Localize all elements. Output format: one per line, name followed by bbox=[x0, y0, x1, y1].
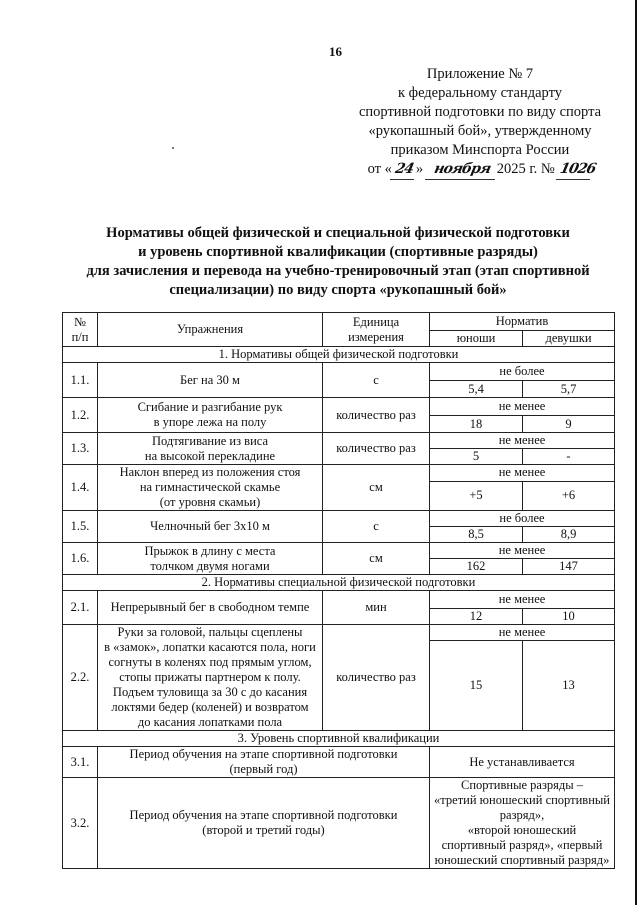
text-line: «второй юношеский bbox=[467, 823, 577, 837]
condition-cell: не менее bbox=[430, 543, 615, 559]
boys-value: 8,5 bbox=[430, 527, 523, 543]
unit-cell: мин bbox=[323, 591, 430, 625]
unit-cell: с bbox=[323, 511, 430, 543]
row-number: 1.3. bbox=[63, 433, 98, 465]
exercise-cell bbox=[98, 363, 323, 398]
scan-speck bbox=[172, 147, 174, 149]
exercise-cell bbox=[98, 591, 323, 625]
exercise-cell bbox=[98, 465, 323, 511]
girls-value: 9 bbox=[523, 416, 615, 433]
girls-value: 8,9 bbox=[523, 527, 615, 543]
text-line: Руки за головой, пальцы сцеплены bbox=[117, 625, 303, 639]
header-row bbox=[63, 313, 615, 331]
text-line: юношеский спортивный разряд» bbox=[434, 853, 610, 867]
unit-cell: см bbox=[323, 465, 430, 511]
header-norm: Норматив bbox=[430, 313, 615, 331]
text-line: Подтягивание из виса bbox=[151, 433, 269, 448]
row-number: 3.2. bbox=[63, 778, 98, 869]
text-line: Непрерывный бег в свободном темпе bbox=[110, 600, 310, 614]
text-line: Период обучения на этапе спортивной подготовки bbox=[129, 747, 398, 761]
boys-value: 15 bbox=[430, 641, 523, 731]
header-boys: юноши bbox=[430, 331, 523, 347]
text-line: Бег на 30 м bbox=[180, 372, 240, 387]
text-line: в «замок», лопатки касаются пола, ноги bbox=[104, 640, 316, 654]
text-line: на высокой перекладине bbox=[144, 448, 276, 463]
section-row bbox=[63, 575, 615, 591]
header-girls: девушки bbox=[523, 331, 615, 347]
unit-cell: количество раз bbox=[323, 433, 430, 465]
row-number: 3.1. bbox=[63, 747, 98, 778]
title-line: специализации) по виду спорта «рукопашный бой» bbox=[169, 282, 507, 298]
exercise-cell bbox=[98, 398, 323, 433]
text-line: в упоре лежа на полу bbox=[153, 415, 267, 429]
boys-value: 5,4 bbox=[430, 381, 523, 398]
text-line: (первый год) bbox=[229, 762, 298, 776]
condition-cell: не менее bbox=[430, 465, 615, 482]
appendix-line: Приложение № 7 bbox=[426, 66, 534, 82]
condition-cell: не менее bbox=[430, 398, 615, 416]
row-number: 2.2. bbox=[63, 625, 98, 731]
text-line: Сгибание и разгибание рук bbox=[137, 400, 283, 414]
exercise-cell bbox=[98, 747, 430, 778]
handwritten-order-number: 1026 bbox=[556, 160, 594, 180]
handwritten-day: 24 bbox=[390, 160, 418, 180]
text-line: стопы прижаты партнером к полу. bbox=[119, 670, 301, 684]
header-exercise: Упражнения bbox=[98, 313, 323, 347]
row-number: 1.1. bbox=[63, 363, 98, 398]
text-line: Не устанавливается bbox=[469, 754, 575, 769]
table-row bbox=[63, 465, 615, 482]
section-title: 3. Уровень спортивной квалификации bbox=[63, 731, 615, 747]
text-line: толчком двумя ногами bbox=[150, 558, 270, 573]
appendix-line: к федеральному стандарту bbox=[398, 85, 562, 101]
text-line: Подъем туловища за 30 с до касания bbox=[112, 685, 308, 699]
row-number: 1.6. bbox=[63, 543, 98, 575]
qualification-cell bbox=[430, 778, 615, 869]
condition-cell: не менее bbox=[430, 433, 615, 449]
text-line: Челночный бег 3х10 м bbox=[150, 519, 270, 533]
text-line: локтями бедер (коленей) и возвратом bbox=[111, 700, 309, 714]
section-row bbox=[63, 731, 615, 747]
girls-value: - bbox=[523, 449, 615, 465]
text-line: (второй и третий годы) bbox=[202, 823, 325, 837]
text-line: спортивный разряд», «первый bbox=[441, 838, 603, 852]
document-title bbox=[62, 224, 614, 300]
exercise-cell bbox=[98, 778, 430, 869]
text-line: согнуты в коленях под прямым углом, bbox=[108, 655, 312, 669]
boys-value: 5 bbox=[430, 449, 523, 465]
date-mid: » bbox=[415, 161, 424, 177]
exercise-cell bbox=[98, 433, 323, 465]
unit-cell: количество раз bbox=[323, 625, 430, 731]
section-title: 1. Нормативы общей физической подготовки bbox=[63, 347, 615, 363]
table-row bbox=[63, 778, 615, 869]
text-line: разряд», bbox=[499, 808, 545, 822]
girls-value: 13 bbox=[523, 641, 615, 731]
condition-cell: не более bbox=[430, 363, 615, 381]
table-row bbox=[63, 543, 615, 559]
girls-value: 5,7 bbox=[523, 381, 615, 398]
text-line: Период обучения на этапе спортивной подготовки bbox=[129, 808, 398, 822]
appendix-line: «рукопашный бой», утвержденному bbox=[368, 123, 592, 139]
unit-cell: см bbox=[323, 543, 430, 575]
exercise-cell bbox=[98, 543, 323, 575]
table-row bbox=[63, 511, 615, 527]
unit-cell: с bbox=[323, 363, 430, 398]
section-title: 2. Нормативы специальной физической подготовки bbox=[63, 575, 615, 591]
title-line: Нормативы общей физической и специальной физической подготовки bbox=[106, 225, 570, 241]
handwritten-month: ноября bbox=[425, 160, 499, 180]
boys-value: 162 bbox=[430, 559, 523, 575]
date-prefix: от « bbox=[367, 161, 392, 177]
girls-value: 10 bbox=[523, 609, 615, 625]
table-row bbox=[63, 363, 615, 381]
row-number: 1.5. bbox=[63, 511, 98, 543]
condition-cell: не менее bbox=[430, 625, 615, 641]
appendix-header bbox=[340, 65, 620, 180]
order-date-line bbox=[340, 160, 620, 180]
header-unit: Единица измерения bbox=[323, 313, 430, 347]
text-line: Прыжок в длину с места bbox=[144, 543, 276, 558]
norms-table bbox=[62, 312, 615, 869]
table-row bbox=[63, 625, 615, 641]
page-edge-line bbox=[635, 0, 637, 905]
boys-value: 12 bbox=[430, 609, 523, 625]
text-line: до касания лопатками пола bbox=[137, 715, 283, 729]
date-year: 2025 г. № bbox=[496, 161, 555, 177]
page-number: 16 bbox=[329, 44, 342, 59]
row-number: 2.1. bbox=[63, 591, 98, 625]
section-row bbox=[63, 347, 615, 363]
table-row bbox=[63, 433, 615, 449]
table-row bbox=[63, 591, 615, 609]
condition-cell: не менее bbox=[430, 591, 615, 609]
exercise-cell bbox=[98, 625, 323, 731]
text-line: Спортивные разряды – bbox=[460, 778, 584, 792]
condition-cell: не более bbox=[430, 511, 615, 527]
title-line: для зачисления и перевода на учебно-тренировочный этап (этап спортивной bbox=[86, 263, 590, 279]
exercise-cell bbox=[98, 511, 323, 543]
header-num: № п/п bbox=[63, 313, 98, 347]
girls-value: +6 bbox=[523, 481, 615, 510]
qualification-cell bbox=[430, 747, 615, 778]
row-number: 1.2. bbox=[63, 398, 98, 433]
text-line: Наклон вперед из положения стоя bbox=[119, 465, 301, 479]
text-line: (от уровня скамьи) bbox=[159, 495, 261, 509]
girls-value: 147 bbox=[523, 559, 615, 575]
appendix-line: спортивной подготовки по виду спорта bbox=[358, 104, 602, 120]
table-row bbox=[63, 398, 615, 416]
text-line: «третий юношеский спортивный bbox=[434, 793, 610, 807]
text-line: на гимнастической скамье bbox=[139, 480, 281, 494]
boys-value: +5 bbox=[430, 481, 523, 510]
unit-cell: количество раз bbox=[323, 398, 430, 433]
appendix-line: приказом Минспорта России bbox=[390, 142, 570, 158]
title-line: и уровень спортивной квалификации (спортивные разряды) bbox=[138, 244, 538, 260]
boys-value: 18 bbox=[430, 416, 523, 433]
table-row bbox=[63, 747, 615, 778]
row-number: 1.4. bbox=[63, 465, 98, 511]
